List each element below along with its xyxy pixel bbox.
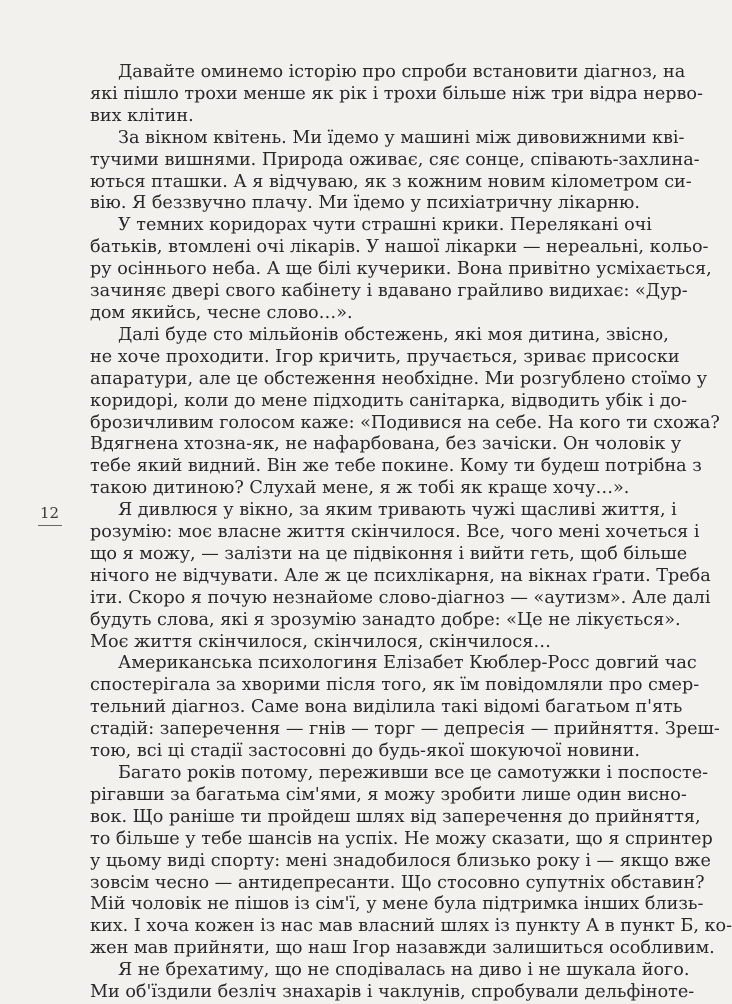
text-line: ких. І хоча кожен із нас мав власний шлях із пункту А в пункт Б, ко-: [90, 916, 732, 937]
text-line: дом якийсь, чесне слово…».: [90, 302, 353, 323]
text-line: батьків, втомлені очі лікарів. У нашої лікарки — нереальні, кольо-: [90, 237, 709, 258]
paragraph: [90, 127, 700, 216]
text-line: такою дитиною? Слухай мене, я ж тобі як краще хочу…».: [90, 478, 630, 499]
text-line: Ми об'їздили безліч знахарів і чаклунів, спробували дельфіноте-: [90, 982, 695, 1003]
text-line: Вдягнена хтозна-як, не нафарбована, без зачіски. Он чоловік у: [90, 434, 682, 455]
text-line: будуть слова, які я зрозумію занадто добре: «Це не лікується».: [90, 609, 681, 630]
text-line: тебе який видний. Він же тебе покине. Кому ти будеш потрібна з: [90, 456, 702, 477]
paragraph: [90, 653, 720, 763]
text-line: розумію: моє власне життя скінчилося. Все, чого мені хочеться і: [90, 522, 700, 543]
text-line: Американська психологиня Елізабет Кюблер-Росс довгий час: [118, 653, 697, 674]
body-text: [90, 62, 732, 1004]
text-line: не хоче проходити. Ігор кричить, пручається, зриває присоски: [90, 346, 680, 367]
text-line: жен мав прийняти, що наш Ігор назавжди залишиться особливим.: [90, 938, 715, 959]
text-line: стадій: заперечення — гнів — торг — депресія — прийняття. Зреш-: [90, 719, 720, 740]
text-line: ються пташки. А я відчуваю, як з кожним новим кілометром си-: [90, 171, 692, 192]
text-line: вих клітин.: [90, 105, 194, 126]
text-line: спостерігала за хворими після того, як їм повідомляли про смер-: [90, 675, 700, 696]
text-line: апаратури, але це обстеження необхідне. Ми розгублено стоїмо у: [90, 368, 708, 389]
text-line: у цьому виді спорту: мені знадобилося близько року і — якщо вже: [90, 850, 711, 871]
text-line: нічого не відчувати. Але ж це психлікарня, на вікнах ґрати. Треба: [90, 565, 711, 586]
text-line: коридорі, коли до мене підходить санітарка, відводить убік і до-: [90, 390, 688, 411]
text-line: Я не брехатиму, що не сподівалась на диво і не шукала його.: [118, 960, 690, 981]
text-line: рігавши за багатьма сім'ями, я можу зробити лише один висно-: [90, 784, 687, 805]
text-line: Багато років потому, переживши все це самотужки і поспосте-: [118, 763, 709, 783]
text-line: тельний діагноз. Саме вона виділила такі відомі багатьом п'ять: [90, 697, 683, 718]
paragraph: [90, 62, 703, 128]
text-line: Я дивлюся у вікно, за яким тривають чужі щасливі життя, і: [118, 500, 677, 521]
page-number-rule: [38, 525, 62, 526]
paragraph: [90, 215, 712, 325]
text-line: зачиняє двері свого кабінету і вдавано грайливо видихає: «Дур-: [90, 281, 688, 302]
text-line: вію. Я беззвучно плачу. Ми їдемо у психіатричну лікарню.: [90, 193, 640, 214]
text-line: Мій чоловік не пішов із сім'ї, у мене була підтримка інших близь-: [90, 894, 704, 915]
paragraph: [90, 763, 732, 960]
text-line: що я можу, — залізти на це підвіконня і вийти геть, щоб більше: [90, 543, 688, 564]
paragraph: [90, 324, 720, 500]
text-line: Моє життя скінчилося, скінчилося, скінчилося…: [90, 631, 551, 652]
text-line: У темних коридорах чути страшні крики. Перелякані очі: [118, 215, 652, 236]
page-number: 12: [40, 504, 60, 522]
text-line: які пішло трохи менше як рік і трохи більше ніж три відра нерво-: [90, 83, 703, 104]
text-line: ру осіннього неба. А ще білі кучерики. Вона привітно усміхається,: [90, 259, 712, 280]
text-line: то більше у тебе шансів на успіх. Не можу сказати, що я спринтер: [90, 828, 713, 849]
text-line: іти. Скоро я почую незнайоме слово-діагноз — «аутизм». Але далі: [90, 587, 711, 608]
text-line: тучими вишнями. Природа оживає, сяє сонце, співають-захлина-: [90, 149, 700, 170]
text-line: Давайте оминемо історію про спроби встановити діагноз, на: [118, 62, 686, 82]
text-line: зовсім чесно — антидепресанти. Що стосовно супутніх обставин?: [90, 872, 705, 893]
paragraph: [90, 960, 695, 1004]
text-line: вок. Що раніше ти пройдеш шлях від заперечення до прийняття,: [90, 806, 701, 827]
paragraph: [90, 500, 711, 653]
text-line: брозичливим голосом каже: «Подивися на себе. На кого ти схожа?: [90, 412, 720, 433]
text-line: Далі буде сто мільйонів обстежень, які моя дитина, звісно,: [118, 324, 669, 345]
text-line: тою, всі ці стадії застосовні до будь-якої шокуючої новини.: [90, 741, 640, 762]
text-line: За вікном квітень. Ми їдемо у машині між дивовижними кві-: [118, 127, 685, 148]
